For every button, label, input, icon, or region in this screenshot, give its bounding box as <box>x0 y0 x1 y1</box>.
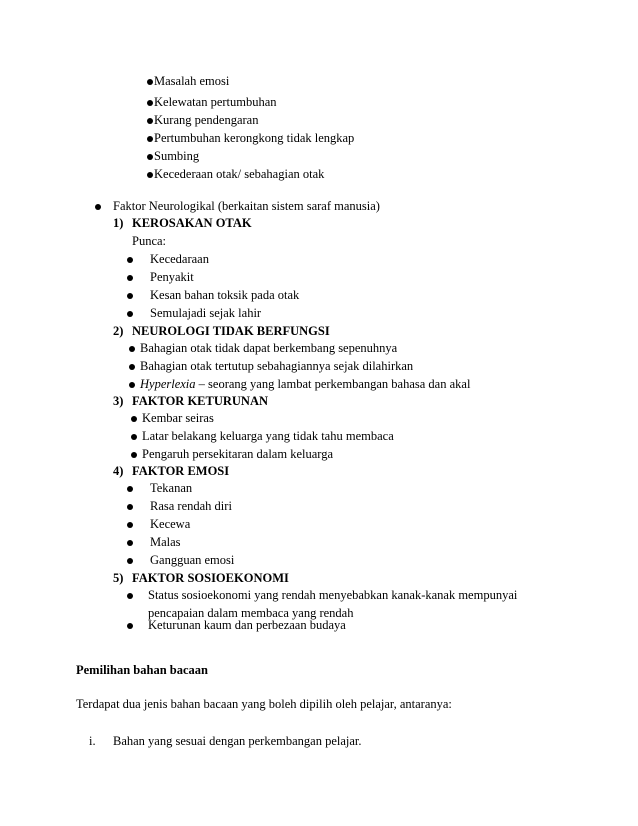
intro-paragraph: Terdapat dua jenis bahan bacaan yang boleh dipilih oleh pelajar, antaranya: <box>76 697 452 711</box>
bullet-icon <box>127 623 133 629</box>
list-item: Kecewa <box>150 517 191 531</box>
bullet-icon <box>127 257 133 263</box>
list-item: Sumbing <box>154 149 200 163</box>
bullet-icon <box>131 452 137 458</box>
bullet-icon <box>147 79 153 85</box>
section-number: 5) <box>113 571 124 585</box>
list-item: Kembar seiras <box>142 411 214 425</box>
section-number: 4) <box>113 464 124 478</box>
bullet-icon <box>147 154 153 160</box>
section-number: 2) <box>113 324 124 338</box>
section-number: 3) <box>113 394 124 408</box>
hyperlexia-desc: – seorang yang lambat perkembangan bahasa dan akal <box>195 377 471 391</box>
bullet-icon <box>131 416 137 422</box>
list-item: Kecederaan otak/ sebahagian otak <box>154 167 325 181</box>
bullet-icon <box>95 204 101 210</box>
list-item: Kurang pendengaran <box>154 113 259 127</box>
bullet-icon <box>127 275 133 281</box>
section-title: NEUROLOGI TIDAK BERFUNGSI <box>132 324 330 338</box>
list-item: Semulajadi sejak lahir <box>150 306 262 320</box>
list-item: Bahagian otak tertutup sebahagiannya sejak dilahirkan <box>140 359 414 373</box>
section-title: FAKTOR EMOSI <box>132 464 230 478</box>
bullet-icon <box>127 311 133 317</box>
bullet-icon <box>147 172 153 178</box>
bullet-icon <box>129 382 135 388</box>
roman-list-item: Bahan yang sesuai dengan perkembangan pelajar. <box>113 734 362 748</box>
list-item: Gangguan emosi <box>150 553 235 567</box>
list-item: Penyakit <box>150 270 194 284</box>
list-item: Rasa rendah diri <box>150 499 232 513</box>
list-item: Kelewatan pertumbuhan <box>154 95 277 109</box>
section-title: FAKTOR SOSIOEKONOMI <box>132 571 289 585</box>
list-item: Malas <box>150 535 181 549</box>
list-item: Keturunan kaum dan perbezaan budaya <box>148 618 346 632</box>
bullet-icon <box>127 593 133 599</box>
bullet-icon <box>147 118 153 124</box>
list-item: Kecedaraan <box>150 252 209 266</box>
bullet-icon <box>127 486 133 492</box>
section-title: FAKTOR KETURUNAN <box>132 394 269 408</box>
punca-label: Punca: <box>132 234 167 248</box>
bullet-icon <box>147 136 153 142</box>
list-item: Pertumbuhan kerongkong tidak lengkap <box>154 131 355 145</box>
bullet-icon <box>147 100 153 106</box>
bullet-icon <box>129 364 135 370</box>
hyperlexia-term: Hyperlexia <box>140 377 196 391</box>
bullet-icon <box>127 558 133 564</box>
list-item <box>140 376 470 393</box>
list-item: Status sosioekonomi yang rendah menyebabkan kanak-kanak mempunyai <box>148 588 518 602</box>
roman-numeral: i. <box>89 734 96 748</box>
section-title: KEROSAKAN OTAK <box>132 216 252 230</box>
list-item-continuation: pencapaian dalam membaca yang rendah <box>148 606 354 620</box>
list-item: Kesan bahan toksik pada otak <box>150 288 300 302</box>
neuro-bullet-text: Faktor Neurologikal (berkaitan sistem saraf manusia) <box>113 199 380 213</box>
list-item: Masalah emosi <box>154 74 230 88</box>
section-heading: Pemilihan bahan bacaan <box>76 663 208 677</box>
section-number: 1) <box>113 216 124 230</box>
bullet-icon <box>127 522 133 528</box>
list-item: Tekanan <box>150 481 193 495</box>
bullet-icon <box>131 434 137 440</box>
bullet-icon <box>129 346 135 352</box>
list-item: Latar belakang keluarga yang tidak tahu membaca <box>142 429 394 443</box>
bullet-icon <box>127 293 133 299</box>
bullet-icon <box>127 540 133 546</box>
list-item: Pengaruh persekitaran dalam keluarga <box>142 447 334 461</box>
list-item: Bahagian otak tidak dapat berkembang sepenuhnya <box>140 341 398 355</box>
bullet-icon <box>127 504 133 510</box>
